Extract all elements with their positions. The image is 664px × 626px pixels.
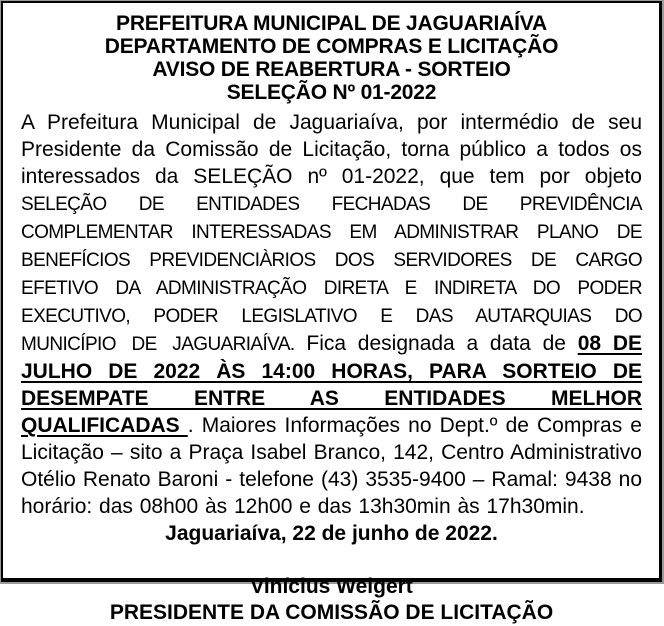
- document-header: [21, 12, 642, 104]
- body-segment-normal: A Prefeitura Municipal de Jaguariaíva, por intermédio de seu Presidente da Comissão de Licitação, torna público a todos os interessados da SELEÇÃO nº 01-2022, que tem por objeto: [21, 111, 642, 188]
- dateline: Jaguariaíva, 22 de junho de 2022.: [165, 522, 498, 545]
- notice-type-line: AVISO DE REABERTURA - SORTEIO: [152, 58, 511, 81]
- body-segment-bold-underline: 08 DE JULHO DE 2022 ÀS 14:00 HORAS, PARA SORTEIO DE DESEMPATE ENTRE AS ENTIDADES MELHOR QUALIFICADAS: [21, 332, 642, 437]
- org-name-line: PREFEITURA MUNICIPAL DE JAGUARIAÍVA: [116, 12, 547, 35]
- signer-name: Vinícius Weigert: [250, 575, 413, 598]
- department-line: DEPARTAMENTO DE COMPRAS E LICITAÇÃO: [104, 35, 559, 58]
- body-segment-condensed: SELEÇÃO DE ENTIDADES FECHADAS DE PREVIDÊNCIA COMPLEMENTAR INTERESSADAS EM ADMINISTRAR PLANO DE BENEFÍCIOS PREVIDENCIÀRIOS DOS SERVIDORES DE CARGO EFETIVO DA ADMINISTRAÇÃO DIRETA E INDIRETA DO PODER EXECUTIVO, PODER LEGISLATIVO E DAS AUTARQUIAS DO MUNICÍPIO DE JAGUARIAÍVA.: [21, 194, 642, 355]
- notice-body-paragraph: [21, 109, 642, 520]
- signer-title: PRESIDENTE DA COMISSÃO DE LICITAÇÃO: [109, 601, 554, 624]
- notice-document: [1, 1, 662, 624]
- signature-block: [21, 574, 642, 626]
- selection-number-line: SELEÇÃO Nº 01-2022: [226, 81, 437, 104]
- body-segment-normal: . Maiores Informações no Dept.º de Compras e Licitação – sito a Praça Isabel Branco, 142, Centro Administrativo Otélio Renato Baroni - telefone (43) 3535-9400 – Ramal: 9438 no horário: das 08h00 às 12h00 e das 13h30min às 17h30min.: [21, 414, 642, 518]
- body-segment-normal: Fica designada a data de: [294, 332, 578, 355]
